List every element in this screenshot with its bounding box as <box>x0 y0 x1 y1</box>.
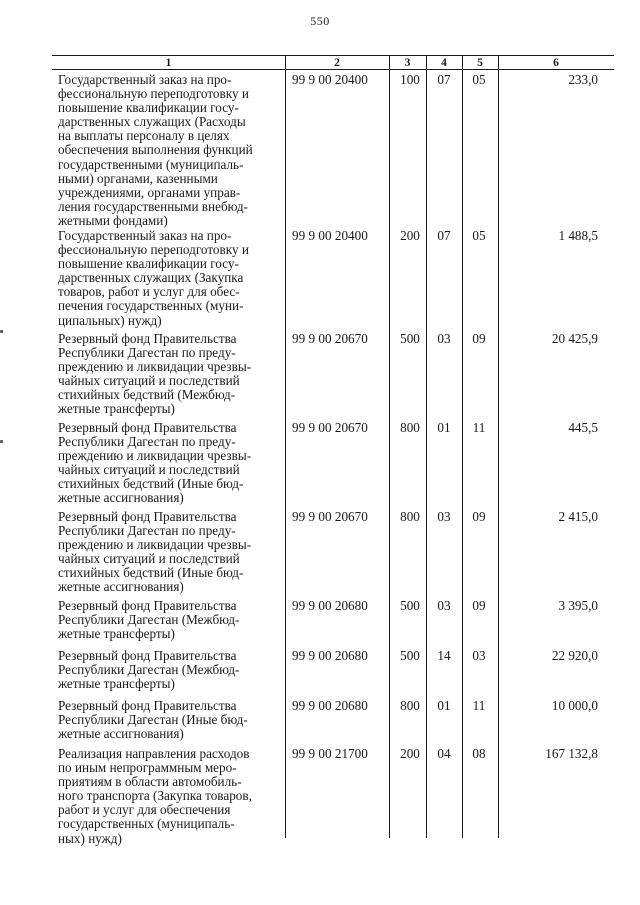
row-description: Резервный фонд Правительства Республики Дагестан (Межбюд- жетные трансферты) <box>58 648 240 692</box>
row-section: 01 <box>437 698 451 713</box>
row-expense-type: 500 <box>400 648 420 663</box>
row-section: 03 <box>437 331 451 346</box>
row-subsection: 03 <box>472 648 486 663</box>
page-number: 550 <box>310 14 330 28</box>
header-cell-4: 4 <box>441 57 447 69</box>
row-amount: 3 395,0 <box>558 598 598 613</box>
row-amount: 167 132,8 <box>545 746 598 761</box>
row-amount: 233,0 <box>568 72 598 87</box>
row-section: 03 <box>437 509 451 524</box>
row-code: 99 9 00 20670 <box>292 331 368 346</box>
row-code: 99 9 00 20400 <box>292 228 368 243</box>
row-description: Резервный фонд Правительства Республики Дагестан по преду- преждению и ликвидации чрезвы- чайных ситуаций и последствий стихийных бедствий (Иные бюд- жетные ассигнования) <box>58 420 252 506</box>
row-amount: 22 920,0 <box>551 648 598 663</box>
header-cell-2: 2 <box>334 57 340 69</box>
row-code: 99 9 00 20670 <box>292 509 368 524</box>
header-cell-1: 1 <box>165 57 172 69</box>
col-divider-2-3 <box>389 55 390 838</box>
row-description: Резервный фонд Правительства Республики Дагестан (Межбюд- жетные трансферты) <box>58 598 240 642</box>
col-divider-4-5 <box>462 55 463 838</box>
row-subsection: 05 <box>472 72 486 87</box>
row-code: 99 9 00 20680 <box>292 648 368 663</box>
row-code: 99 9 00 20400 <box>292 72 368 87</box>
row-section: 07 <box>437 72 451 87</box>
row-description: Резервный фонд Правительства Республики Дагестан по преду- преждению и ликвидации чрезвы- чайных ситуаций и последствий стихийных бедствий (Межбюд- жетные трансферты) <box>58 331 252 417</box>
row-amount: 2 415,0 <box>558 509 598 524</box>
row-subsection: 09 <box>472 331 486 346</box>
row-description: Резервный фонд Правительства Республики Дагестан (Иные бюд- жетные ассигнования) <box>58 698 248 742</box>
scan-margin-mark <box>0 330 3 333</box>
col-divider-3-4 <box>426 55 427 838</box>
row-code: 99 9 00 21700 <box>292 746 368 761</box>
row-subsection: 09 <box>472 509 486 524</box>
row-expense-type: 200 <box>400 228 420 243</box>
row-subsection: 08 <box>472 746 486 761</box>
row-description: Государственный заказ на про- фессиональную переподготовку и повышение квалификации госу- дарственных служащих (Закупка товаров, работ и услуг для обес- печения государственных (муни- ципальных) нужд) <box>58 228 249 328</box>
row-amount: 20 425,9 <box>551 331 598 346</box>
row-code: 99 9 00 20680 <box>292 598 368 613</box>
row-expense-type: 500 <box>400 598 420 613</box>
header-cell-3: 3 <box>404 57 411 69</box>
row-section: 04 <box>437 746 451 761</box>
row-section: 14 <box>437 648 451 663</box>
row-section: 07 <box>437 228 451 243</box>
row-amount: 445,5 <box>568 420 598 435</box>
row-description: Реализация направления расходов по иным непрограммным меро- приятиям в области автомобиль- ного транспорта (Закупка товаров, работ и услуг для обеспечения государственных (муниципаль- ных) нужд) <box>58 746 252 846</box>
row-expense-type: 800 <box>400 698 420 713</box>
row-amount: 10 000,0 <box>551 698 598 713</box>
header-bottom-border <box>52 69 614 70</box>
row-amount: 1 488,5 <box>558 228 598 243</box>
row-code: 99 9 00 20680 <box>292 698 368 713</box>
col-divider-5-6 <box>498 55 499 838</box>
row-description: Государственный заказ на про- фессиональную переподготовку и повышение квалификации госу- дарственных служащих (Расходы на выплаты персоналу в целях обеспечения выполнения функций государственными (муниципаль- ными) органами, казенными учреждениями, органами управ- ления государственными внебюд- жетными фондами) <box>58 72 253 228</box>
row-expense-type: 100 <box>400 72 420 87</box>
row-expense-type: 200 <box>400 746 420 761</box>
header-cell-6: 6 <box>553 57 559 69</box>
row-subsection: 11 <box>472 420 486 435</box>
row-subsection: 09 <box>472 598 486 613</box>
table-top-border <box>52 55 614 56</box>
row-expense-type: 800 <box>400 509 420 524</box>
row-code: 99 9 00 20670 <box>292 420 368 435</box>
row-expense-type: 800 <box>400 420 420 435</box>
header-cell-5: 5 <box>477 57 483 69</box>
scan-margin-mark <box>0 440 3 443</box>
row-subsection: 05 <box>472 228 486 243</box>
row-expense-type: 500 <box>400 331 420 346</box>
row-section: 03 <box>437 598 451 613</box>
row-subsection: 11 <box>472 698 486 713</box>
row-description: Резервный фонд Правительства Республики Дагестан по преду- преждению и ликвидации чрезвы- чайных ситуаций и последствий стихийных бедствий (Иные бюд- жетные ассигнования) <box>58 509 252 595</box>
row-section: 01 <box>437 420 451 435</box>
